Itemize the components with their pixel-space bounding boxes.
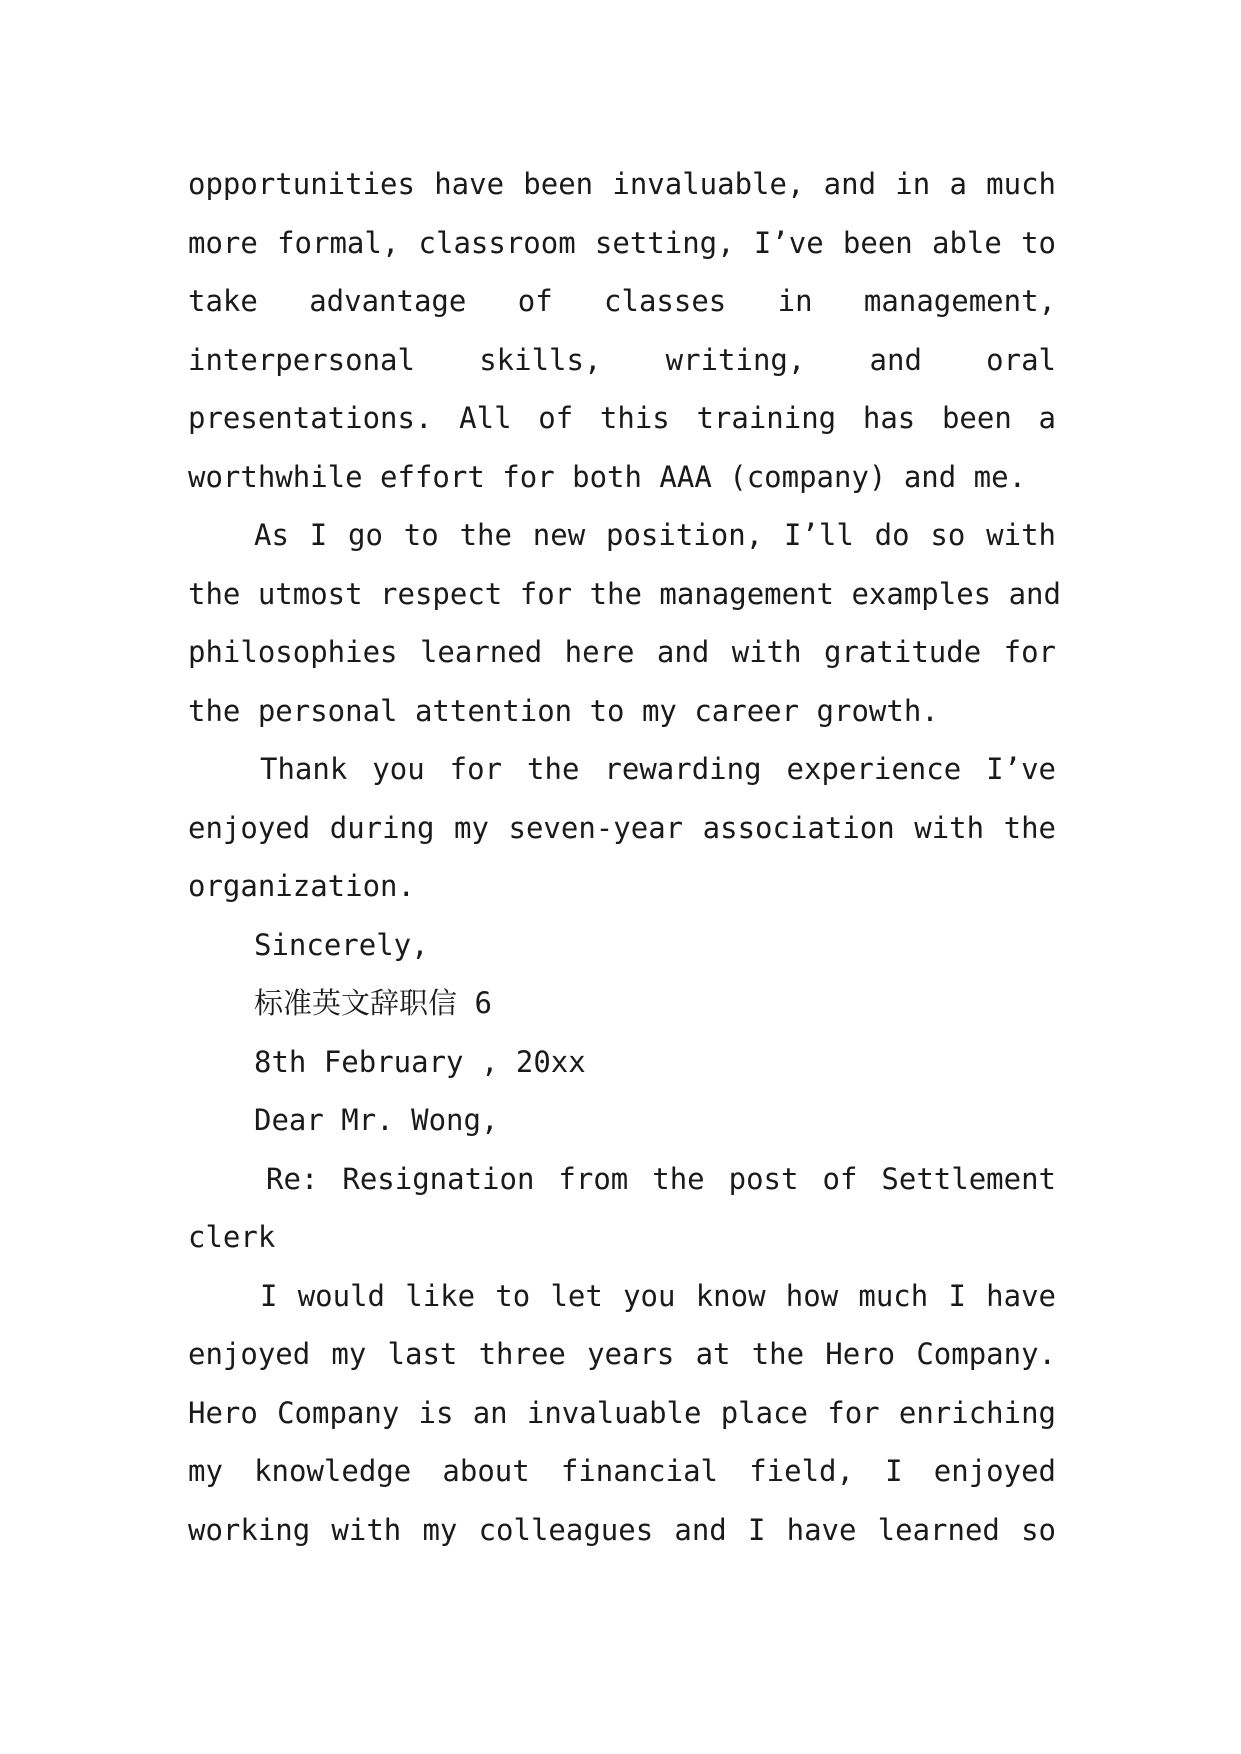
subject-line: Re: Resignation from the post of Settlement: [266, 1161, 1056, 1196]
text-line: the personal attention to my career growth.: [188, 693, 939, 728]
paragraph-first-line: Thank you for the rewarding experience I’ve: [260, 752, 1056, 786]
text-line: working with my colleagues and I have learned so: [188, 1512, 1056, 1547]
text-line: organization.: [188, 869, 415, 903]
paragraph-first-line: As I go to the new position, I’ll do so with: [254, 518, 1056, 552]
text-line: philosophies learned here and with gratitude for: [188, 635, 1056, 669]
letter-body: [188, 162, 1061, 1566]
text-line: opportunities have been invaluable, and in a much: [188, 167, 1056, 201]
salutation: Dear Mr. Wong,: [254, 1103, 499, 1137]
closing: Sincerely,: [254, 927, 429, 962]
text-line: interpersonal skills, writing, and oral: [188, 342, 1056, 377]
paragraph-first-line: I would like to let you know how much I have: [260, 1278, 1056, 1313]
text-line: my knowledge about financial field, I enjoyed: [188, 1454, 1056, 1488]
text-line: presentations. All of this training has been a: [188, 401, 1056, 435]
text-line: enjoyed my last three years at the Hero Company.: [188, 1337, 1056, 1371]
text-line: worthwhile effort for both AAA (company) and me.: [188, 459, 1027, 494]
letter-date: 8th February , 20xx: [254, 1044, 586, 1079]
text-line: the utmost respect for the management examples and: [188, 576, 1061, 611]
text-line: more formal, classroom setting, I’ve been able to: [188, 225, 1056, 260]
text-line: enjoyed during my seven-year association with the: [188, 810, 1056, 845]
text-line: Hero Company is an invaluable place for enriching: [188, 1395, 1056, 1430]
text-line: take advantage of classes in management,: [188, 284, 1056, 318]
text-line: clerk: [188, 1220, 276, 1254]
section-heading: 标准英文辞职信 6: [254, 986, 492, 1020]
